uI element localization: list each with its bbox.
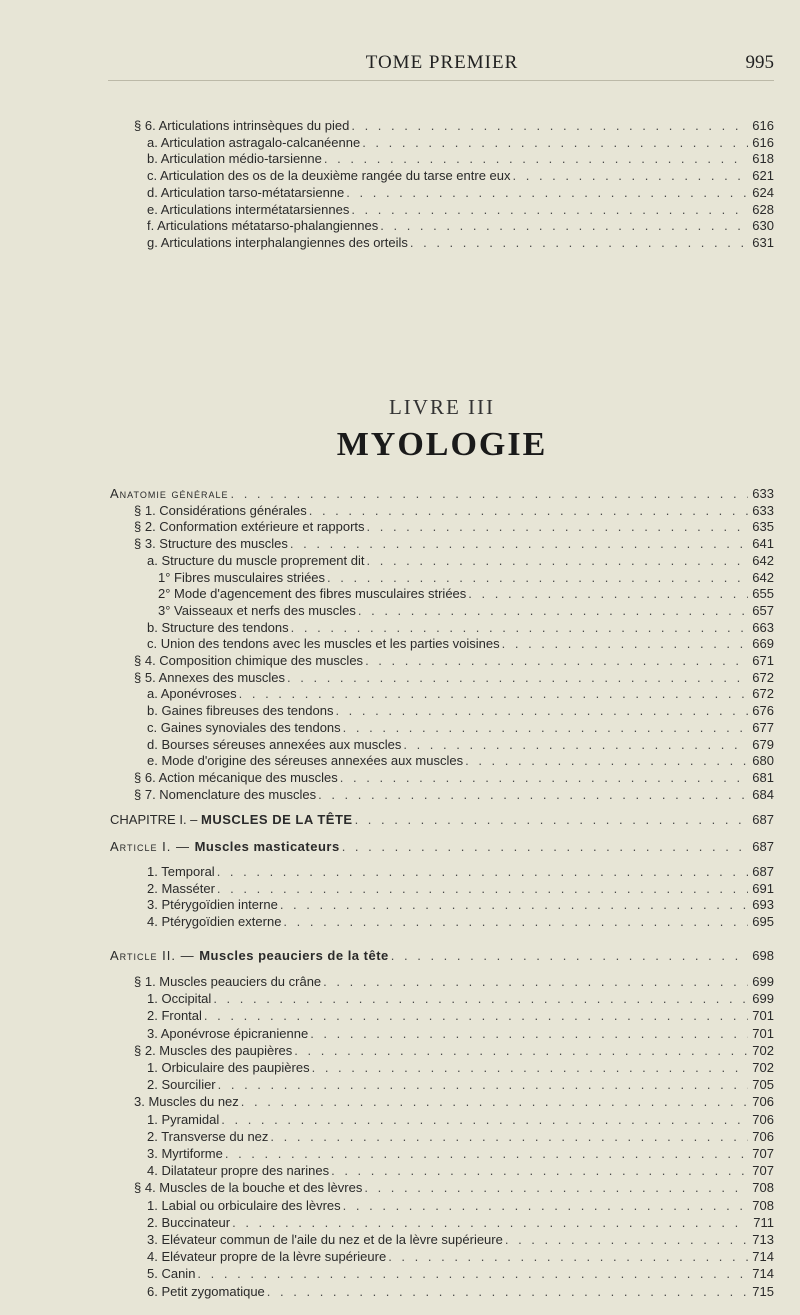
dot-leader xyxy=(310,1024,748,1043)
toc-entry xyxy=(147,1006,774,1025)
book-title: MYOLOGIE xyxy=(336,426,548,463)
dot-leader xyxy=(323,972,748,991)
toc-entry-label: 2. Frontal xyxy=(147,1008,202,1024)
toc-entry-label: 1. Temporal xyxy=(147,864,215,879)
toc-entry-label: 5. Canin xyxy=(147,1266,196,1282)
toc-entry xyxy=(110,946,774,965)
dot-leader xyxy=(221,1110,748,1129)
toc-entry xyxy=(147,1110,774,1129)
toc-entry xyxy=(147,1213,774,1232)
dot-leader xyxy=(342,837,748,856)
toc-page-number: 641 xyxy=(752,536,774,552)
toc-entry-label: § 1. Muscles peauciers du crâne xyxy=(134,974,322,989)
toc-entry-label: d. Bourses séreuses annexées aux muscles xyxy=(147,736,402,752)
toc-entry-label: 3. Ptérygoïdien interne xyxy=(147,897,278,912)
toc-entry xyxy=(134,972,774,991)
toc-entry xyxy=(134,785,774,804)
toc-entry-label: 1. Pyramidal xyxy=(147,1111,220,1127)
toc-entry xyxy=(110,837,774,856)
toc-entry xyxy=(147,1230,774,1249)
toc-entry-label: 2. Transverse du nez xyxy=(147,1128,269,1144)
toc-entry xyxy=(147,1144,774,1163)
toc-entry xyxy=(147,1264,774,1283)
toc-page-number: 707 xyxy=(752,1146,774,1161)
toc-page-number: 687 xyxy=(752,839,774,854)
toc-page-number: 669 xyxy=(752,636,774,652)
toc-entry-label: 2° Mode d'agencement des fibres musculaires striées xyxy=(158,586,467,602)
toc-page-number: 621 xyxy=(752,168,774,184)
toc-entry-label: e. Articulations intermétatarsiennes xyxy=(147,201,350,217)
header-rule xyxy=(108,80,774,81)
toc-page-number: 672 xyxy=(752,686,774,702)
toc-page-number: 715 xyxy=(752,1283,774,1299)
toc-page-number: 706 xyxy=(752,1094,774,1110)
toc-page-number: 713 xyxy=(752,1232,774,1247)
dot-leader xyxy=(267,1282,748,1301)
toc-entry xyxy=(134,1041,774,1060)
dot-leader xyxy=(225,1144,748,1163)
dot-leader xyxy=(331,1161,748,1180)
toc-page-number: 679 xyxy=(752,736,774,752)
toc-page-number: 687 xyxy=(752,812,774,827)
toc-entry-label: e. Mode d'origine des séreuses annexées aux muscles xyxy=(147,753,464,769)
toc-page-number: 633 xyxy=(752,486,774,501)
page-number: 995 xyxy=(745,52,774,73)
toc-entry xyxy=(147,233,774,252)
toc-page-number: 711 xyxy=(753,1214,774,1230)
toc-page-number: 698 xyxy=(752,948,774,963)
toc-entry-label: c. Gaines synoviales des tendons xyxy=(147,719,341,735)
toc-page-number: 633 xyxy=(752,502,774,518)
dot-leader xyxy=(283,912,748,931)
toc-heading-prefix: CHAPITRE I. – xyxy=(110,812,202,827)
dot-leader xyxy=(410,233,748,252)
toc-entry-label: § 4. Muscles de la bouche et des lèvres xyxy=(134,1180,363,1196)
toc-entry xyxy=(147,1058,774,1077)
toc-heading-prefix: Article I. — xyxy=(110,839,195,854)
toc-page-number: 706 xyxy=(752,1128,774,1144)
toc-page-number: 681 xyxy=(752,769,774,785)
toc-page-number: 705 xyxy=(752,1077,774,1093)
toc-entry-label: d. Articulation tarso-métatarsienne xyxy=(147,184,345,200)
dot-leader xyxy=(294,1041,748,1060)
dot-leader xyxy=(241,1092,748,1111)
toc-page-number: 693 xyxy=(752,897,774,912)
dot-leader xyxy=(364,1178,748,1197)
toc-entry xyxy=(134,1178,774,1197)
toc-page-number: 702 xyxy=(752,1060,774,1075)
toc-page-number: 684 xyxy=(752,786,774,802)
toc-heading-title: MUSCLES DE LA TÊTE xyxy=(201,812,353,827)
toc-page-number: 708 xyxy=(752,1180,774,1196)
toc-entry-label: c. Union des tendons avec les muscles et les parties voisines xyxy=(147,636,500,652)
toc-entry-label: a. Articulation astragalo-calcanéenne xyxy=(147,134,361,150)
toc-entry-label: 1. Orbiculaire des paupières xyxy=(147,1060,310,1075)
toc-page-number: 671 xyxy=(752,653,774,668)
toc-entry xyxy=(147,1161,774,1180)
toc-entry-label: § 6. Action mécanique des muscles xyxy=(134,769,338,785)
toc-page-number: 708 xyxy=(752,1197,774,1213)
toc-entry-label: f. Articulations métatarso-phalangiennes xyxy=(147,218,379,234)
toc-entry-label: b. Articulation médio-tarsienne xyxy=(147,151,322,167)
toc-entry-label: a. Structure du muscle proprement dit xyxy=(147,552,365,568)
toc-page-number: 676 xyxy=(752,703,774,719)
toc-entry xyxy=(147,1127,774,1146)
toc-page-number: 642 xyxy=(752,552,774,568)
toc-page-number: 630 xyxy=(752,218,774,234)
toc-entry-label: 3. Elévateur commun de l'aile du nez et de la lèvre supérieure xyxy=(147,1232,503,1247)
toc-entry-label: § 5. Annexes des muscles xyxy=(134,669,286,685)
toc-entry xyxy=(147,1075,774,1094)
toc-page-number: 699 xyxy=(752,974,774,989)
toc-entry-label: § 3. Structure des muscles xyxy=(134,536,288,552)
dot-leader xyxy=(318,785,748,804)
toc-page-number: 616 xyxy=(752,134,774,150)
dot-leader xyxy=(343,1196,748,1215)
dot-leader xyxy=(391,946,748,965)
toc-entry-label: b. Structure des tendons xyxy=(147,619,289,635)
toc-heading-title: Muscles masticateurs xyxy=(194,839,340,854)
toc-entry-label: 3. Aponévrose épicranienne xyxy=(147,1025,309,1041)
dot-leader xyxy=(232,1213,748,1232)
toc-entry-label: 6. Petit zygomatique xyxy=(147,1283,265,1299)
toc-entry-label: b. Gaines fibreuses des tendons xyxy=(147,703,334,719)
toc-entry xyxy=(110,810,774,829)
toc-page-number: 680 xyxy=(752,753,774,769)
toc-entry xyxy=(147,1196,774,1215)
toc-page-number: 631 xyxy=(752,234,774,250)
toc-page-number: 663 xyxy=(752,619,774,635)
toc-page-number: 624 xyxy=(752,184,774,200)
toc-page-number: 707 xyxy=(752,1163,774,1179)
toc-entry-label: 3° Vaisseaux et nerfs des muscles xyxy=(158,602,356,618)
toc-entry-label: 4. Elévateur propre de la lèvre supérieure xyxy=(147,1249,387,1265)
toc-entry-label: 2. Sourcilier xyxy=(147,1077,216,1093)
toc-page-number: 702 xyxy=(752,1042,774,1058)
toc-entry-label: 2. Buccinateur xyxy=(147,1214,231,1230)
toc-page-number: 706 xyxy=(752,1111,774,1127)
toc-page-number: 635 xyxy=(752,519,774,535)
toc-entry-label: 1. Occipital xyxy=(147,991,212,1007)
book-number: LIVRE III xyxy=(388,395,496,419)
toc-entry-label: 3. Muscles du nez xyxy=(134,1094,239,1110)
toc-page-number: 642 xyxy=(752,569,774,585)
toc-page-number: 714 xyxy=(752,1249,774,1265)
toc-entry-label: g. Articulations interphalangiennes des orteils xyxy=(147,234,408,250)
toc-entry-label: § 4. Composition chimique des muscles xyxy=(134,653,364,668)
toc-heading-prefix: Article II. — xyxy=(110,948,200,963)
dot-leader xyxy=(197,1264,748,1283)
toc-entry-label: c. Articulation des os de la deuxième rangée du tarse entre eux xyxy=(147,168,511,184)
dot-leader xyxy=(218,1075,748,1094)
toc-entry-label: 1° Fibres musculaires striées xyxy=(158,569,326,585)
dot-leader xyxy=(204,1006,748,1025)
toc-page-number: 628 xyxy=(752,201,774,217)
toc-entry-label: 3. Myrtiforme xyxy=(147,1146,223,1161)
dot-leader xyxy=(213,989,748,1008)
toc-entry-label: § 2. Muscles des paupières xyxy=(134,1042,293,1058)
toc-entry xyxy=(147,1282,774,1301)
toc-page-number: 691 xyxy=(752,880,774,896)
toc-page-number: 616 xyxy=(752,118,774,133)
toc-page-number: 699 xyxy=(752,991,774,1007)
dot-leader xyxy=(355,810,748,829)
toc-entry xyxy=(134,1092,774,1111)
toc-page-number: 677 xyxy=(752,719,774,735)
toc-page-number: 655 xyxy=(752,586,774,602)
toc-page-number: 701 xyxy=(752,1008,774,1024)
toc-entry-label xyxy=(110,837,340,856)
dot-leader xyxy=(312,1058,748,1077)
toc-entry xyxy=(147,989,774,1008)
toc-entry-label: a. Aponévroses xyxy=(147,686,237,702)
toc-entry-label: Anatomie générale xyxy=(110,486,229,501)
toc-entry xyxy=(147,912,774,931)
dot-leader xyxy=(270,1127,748,1146)
toc-entry-label: § 7. Nomenclature des muscles xyxy=(134,786,317,802)
toc-heading-title: Muscles peauciers de la tête xyxy=(199,948,389,963)
toc-page-number: 714 xyxy=(752,1266,774,1282)
toc-entry xyxy=(147,1024,774,1043)
toc-page-number: 687 xyxy=(752,864,774,879)
toc-entry-label xyxy=(110,810,353,829)
dot-leader xyxy=(505,1230,748,1249)
toc-entry-label: 2. Masséter xyxy=(147,880,215,896)
toc-page-number: 701 xyxy=(752,1025,774,1041)
toc-entry-label: § 2. Conformation extérieure et rapports xyxy=(134,519,365,535)
toc-page-number: 618 xyxy=(752,151,774,167)
toc-entry xyxy=(147,1247,774,1266)
toc-entry-label: § 1. Considérations générales xyxy=(134,502,307,518)
volume-title: TOME PREMIER xyxy=(365,52,519,73)
dot-leader xyxy=(388,1247,748,1266)
toc-page-number: 695 xyxy=(752,913,774,929)
toc-page-number: 657 xyxy=(752,602,774,618)
running-head xyxy=(110,52,774,78)
toc-entry-label: 4. Dilatateur propre des narines xyxy=(147,1163,330,1179)
toc-entry-label: § 6. Articulations intrinsèques du pied xyxy=(134,118,350,133)
toc-entry-label xyxy=(110,946,389,965)
toc-entry-label: 1. Labial ou orbiculaire des lèvres xyxy=(147,1197,341,1213)
toc-entry-label: 4. Ptérygoïdien externe xyxy=(147,913,282,929)
toc-page-number: 672 xyxy=(752,669,774,685)
